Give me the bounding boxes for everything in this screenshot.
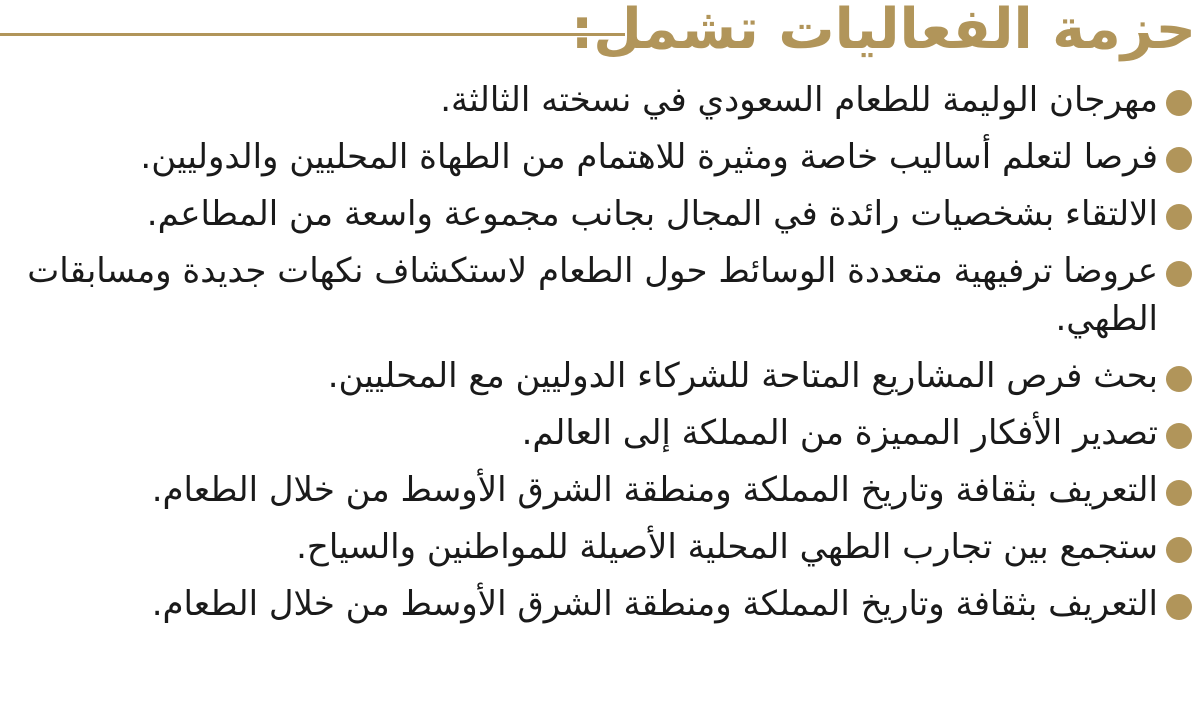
bullet-dot-icon xyxy=(1166,594,1192,620)
list-item-text: مهرجان الوليمة للطعام السعودي في نسخته الثالثة. xyxy=(440,80,1158,120)
bullet-dot-icon xyxy=(1166,423,1192,449)
list-item-text: ستجمع بين تجارب الطهي المحلية الأصيلة للمواطنين والسياح. xyxy=(296,527,1158,567)
list-item xyxy=(0,247,1200,343)
list-item xyxy=(0,466,1200,514)
list-item-text: تصدير الأفكار المميزة من المملكة إلى العالم. xyxy=(521,413,1158,453)
header-divider-line xyxy=(0,33,625,36)
list-item xyxy=(0,580,1200,628)
list-item-text: بحث فرص المشاريع المتاحة للشركاء الدوليين مع المحليين. xyxy=(327,356,1158,396)
list-item xyxy=(0,409,1200,457)
bullet-dot-icon xyxy=(1166,204,1192,230)
list-item xyxy=(0,352,1200,400)
page-title: حزمة الفعاليات تشمل: xyxy=(570,0,1196,62)
bullet-dot-icon xyxy=(1166,90,1192,116)
list-item xyxy=(0,133,1200,181)
list-item xyxy=(0,523,1200,571)
page-header xyxy=(0,0,1200,70)
list-item xyxy=(0,190,1200,238)
bullet-dot-icon xyxy=(1166,147,1192,173)
bullet-dot-icon xyxy=(1166,480,1192,506)
list-item-text: فرصا لتعلم أساليب خاصة ومثيرة للاهتمام من الطهاة المحليين والدوليين. xyxy=(140,137,1158,177)
events-package-list xyxy=(0,76,1200,628)
bullet-dot-icon xyxy=(1166,537,1192,563)
list-item-text: التعريف بثقافة وتاريخ المملكة ومنطقة الشرق الأوسط من خلال الطعام. xyxy=(151,470,1158,510)
bullet-dot-icon xyxy=(1166,261,1192,287)
list-item-text: عروضا ترفيهية متعددة الوسائط حول الطعام لاستكشاف نكهات جديدة ومسابقات الطهي. xyxy=(27,251,1158,339)
list-item-text: التعريف بثقافة وتاريخ المملكة ومنطقة الشرق الأوسط من خلال الطعام. xyxy=(151,584,1158,624)
bullet-dot-icon xyxy=(1166,366,1192,392)
list-item-text: الالتقاء بشخصيات رائدة في المجال بجانب مجموعة واسعة من المطاعم. xyxy=(146,194,1158,234)
list-item xyxy=(0,76,1200,124)
